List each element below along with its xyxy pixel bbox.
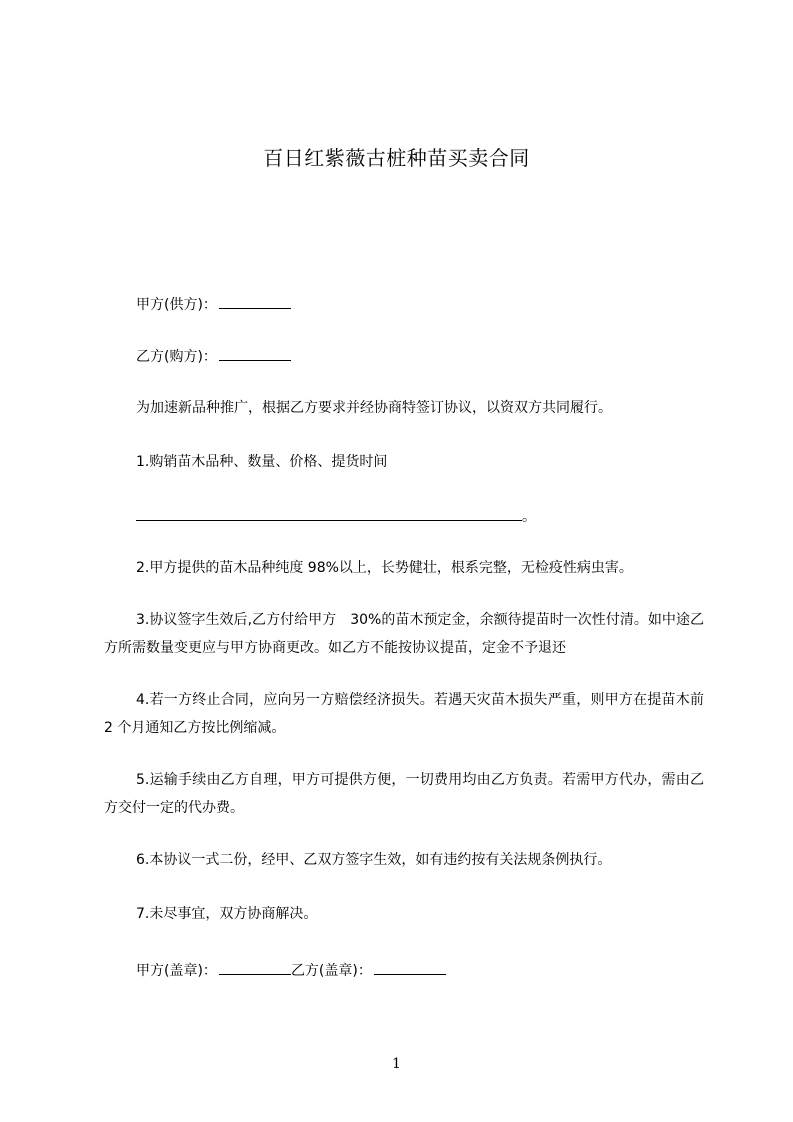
clause-1-period: 。	[522, 509, 536, 525]
party-a-line	[136, 294, 291, 314]
party-a-label: 甲方(供方)：	[136, 297, 217, 313]
clause-5: 5.运输手续由乙方自理，甲方可提供方便，一切费用均由乙方负责。若需甲方代办，需由乙方交付一定的代办费。	[104, 772, 704, 816]
party-b-label: 乙方(购方)：	[136, 349, 217, 365]
sign-b-blank	[374, 960, 446, 975]
clause-1-blank-line	[136, 506, 536, 526]
contract-title: 百日红紫薇古桩种苗买卖合同	[263, 146, 530, 170]
signature-line	[136, 960, 446, 980]
preamble: 为加速新品种推广，根据乙方要求并经协商特签订协议，以资双方共同履行。	[136, 400, 612, 416]
party-b-line	[136, 346, 291, 366]
clause-2: 2.甲方提供的苗木品种纯度 98%以上，长势健壮，根系完整，无检疫性病虫害。	[136, 560, 633, 576]
sign-a-label: 甲方(盖章)：	[136, 963, 217, 979]
sign-a-blank	[219, 960, 291, 975]
clause-1-label: 1.购销苗木品种、数量、价格、提货时间	[136, 454, 388, 470]
party-b-blank	[219, 346, 291, 361]
clause-1-blank	[136, 506, 522, 521]
clause-7: 7.未尽事宜，双方协商解决。	[136, 906, 318, 922]
clause-3: 3.协议签字生效后,乙方付给甲方 30%的苗木预定金，余额待提苗时一次性付清。如中途乙方所需数量变更应与甲方协商更改。如乙方不能按协议提苗，定金不予退还	[104, 612, 704, 656]
sign-b-label: 乙方(盖章)：	[290, 963, 372, 979]
party-a-blank	[219, 294, 291, 309]
page-number: 1	[392, 1056, 401, 1072]
clause-4: 4.若一方终止合同，应向另一方赔偿经济损失。若遇天灾苗木损失严重，则甲方在提苗木前 2 个月通知乙方按比例缩减。	[104, 692, 704, 736]
clause-6: 6.本协议一式二份，经甲、乙双方签字生效，如有违约按有关法规条例执行。	[136, 852, 612, 868]
